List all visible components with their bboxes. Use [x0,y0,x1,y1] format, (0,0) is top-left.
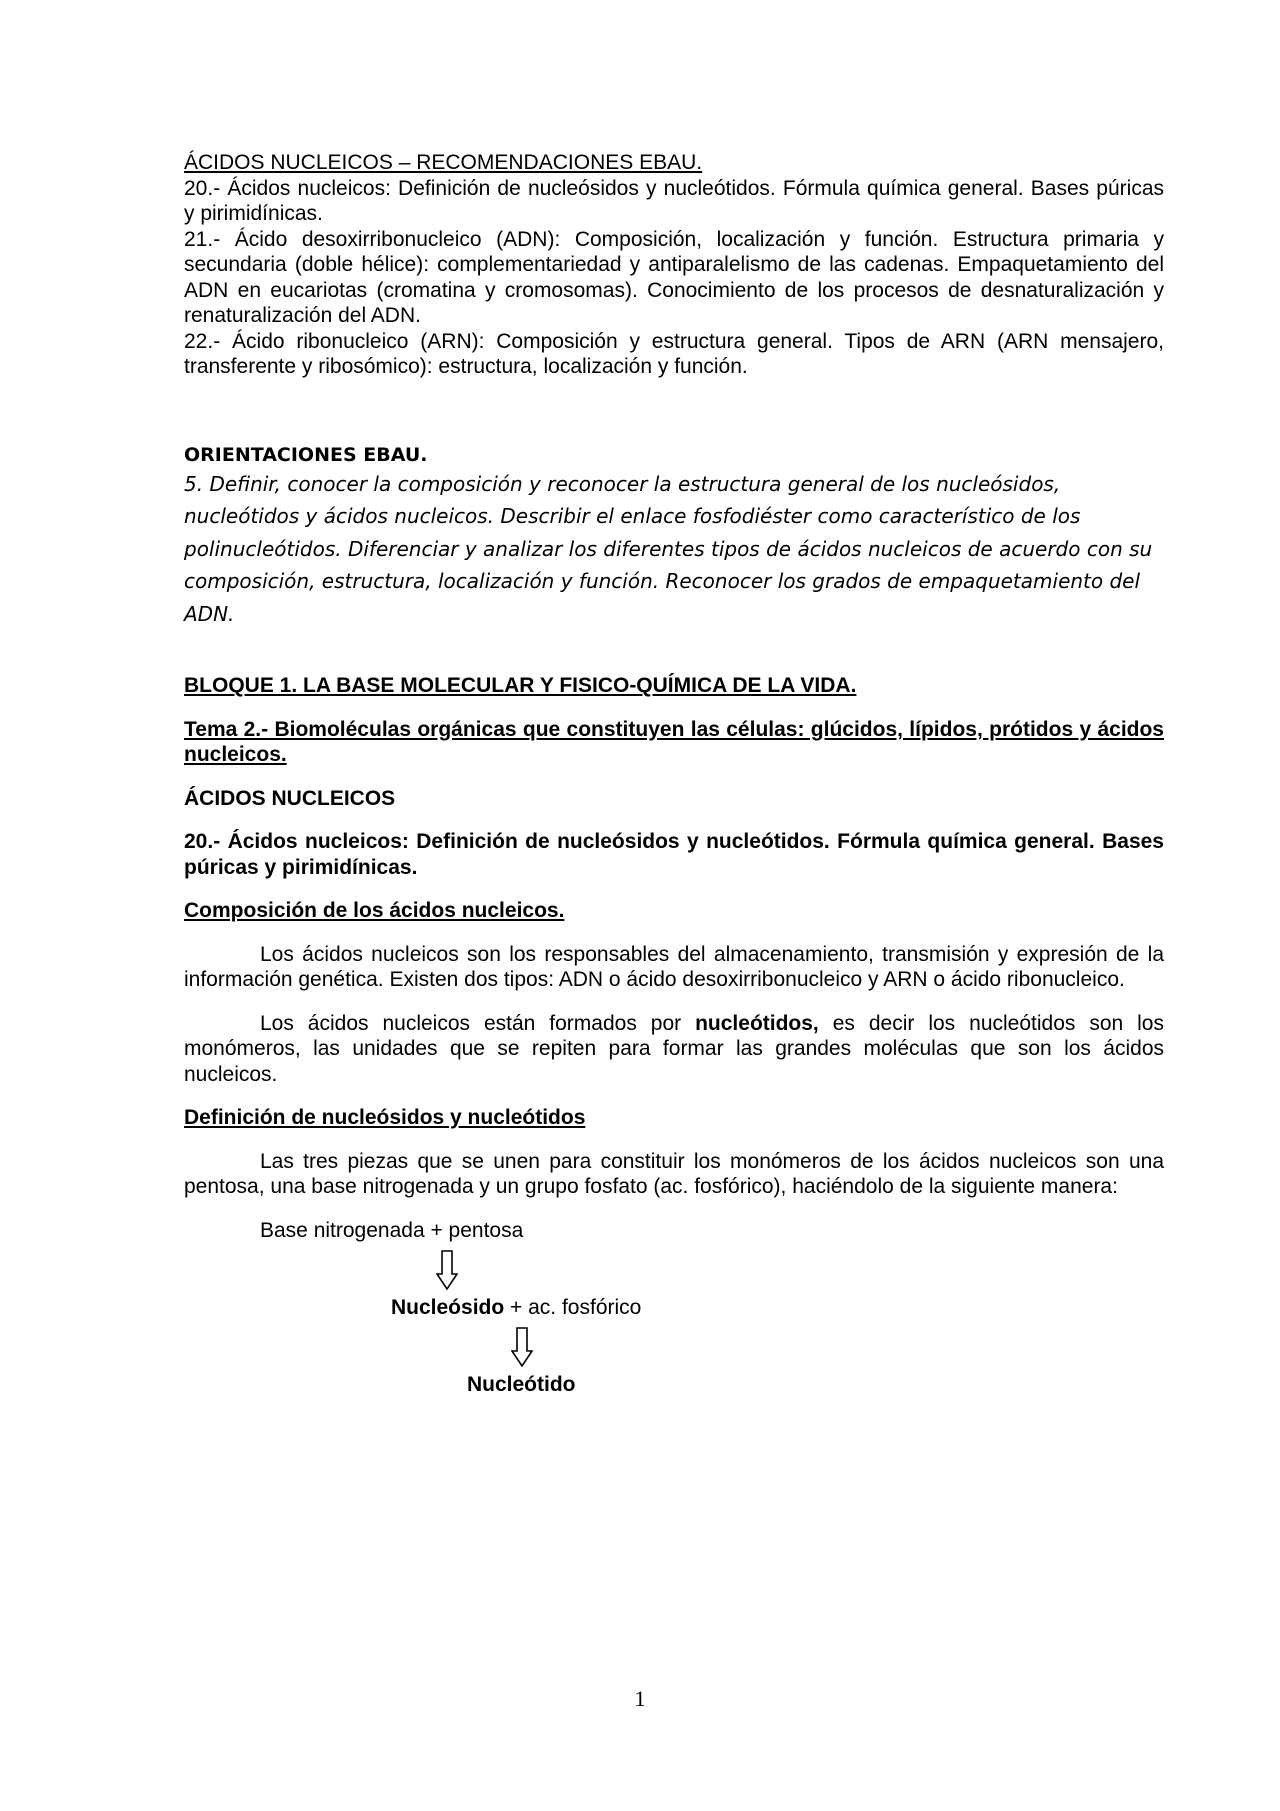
composition-paragraph-2 [184,1011,1164,1088]
recommendation-item-21: 21.- Ácido desoxirribonucleico (ADN): Composición, localización y función. Estructura primaria y secundaria (doble hélice): complementariedad y antiparalelismo de las cadenas. Empaquetamiento del ADN en eucariotas (cromatina y cromosomas). Conocimiento de los procesos de desnaturalización y renaturalización del ADN. [184,227,1164,327]
page-number: 1 [634,1686,646,1711]
scheme-nucleoside-plus-acid [391,1295,641,1320]
recommendation-item-20: 20.- Ácidos nucleicos: Definición de nucleósidos y nucleótidos. Fórmula química general. Bases púricas y pirimidínicas. [184,176,1164,225]
down-arrow-icon [511,1327,533,1367]
orientations-title: ORIENTACIONES EBAU. [184,443,428,466]
composition-title: Composición de los ácidos nucleicos. [184,899,565,922]
nucleotide-formation-scheme [184,1218,1164,1408]
orientations-text: 5. Definir, conocer la composición y reconocer la estructura general de los nucleósidos, nucleótidos y ácidos nucleicos. Describir el enlace fosfodiéster como característico de los polinucleótidos. Diferenciar y analizar los diferentes tipos de ácidos nucleicos de acuerdo con su composición, estructura, localización y función. Reconocer los grados de empaquetamiento del ADN. [184,471,1153,626]
recommendations-title: ÁCIDOS NUCLEICOS – RECOMENDACIONES EBAU. [184,151,703,174]
composition-paragraph-2-start: Los ácidos nucleicos están formados por [260,1011,696,1035]
definition-paragraph: Las tres piezas que se unen para constituir los monómeros de los ácidos nucleicos son una pentosa, una base nitrogenada y un grupo fosfato (ac. fosfórico), haciéndolo de la siguiente manera: [184,1149,1164,1198]
topic-title: Tema 2.- Biomoléculas orgánicas que constituyen las células: glúcidos, lípidos, prótidos y ácidos nucleicos. [184,717,1164,766]
document-page [184,150,1164,1408]
recommendation-item-22: 22.- Ácido ribonucleico (ARN): Composición y estructura general. Tipos de ARN (ARN mensajero, transferente y ribosómico): estructura, localización y función. [184,329,1164,378]
definition-title: Definición de nucleósidos y nucleótidos [184,1106,586,1129]
nucleotides-term: nucleótidos, [695,1011,819,1035]
composition-paragraph-2-end: es decir los nucleótidos son los monómeros, las unidades que se repiten para formar las grandes moléculas que son los ácidos nucleicos. [184,1011,1164,1086]
scheme-nucleoside: Nucleósido [391,1295,505,1319]
composition-paragraph-1: Los ácidos nucleicos son los responsables del almacenamiento, transmisión y expresión de la información genética. Existen dos tipos: ADN o ácido desoxirribonucleico y ARN o ácido ribonucleico. [184,942,1164,991]
block-title: BLOQUE 1. LA BASE MOLECULAR Y FISICO-QUÍMICA DE LA VIDA. [184,674,857,697]
scheme-base-plus-pentose: Base nitrogenada + pentosa [260,1218,524,1242]
section-title: ÁCIDOS NUCLEICOS [184,786,396,810]
down-arrow-icon [436,1250,458,1290]
scheme-plus-acid: + ac. fosfórico [504,1295,642,1319]
section-heading-20: 20.- Ácidos nucleicos: Definición de nucleósidos y nucleótidos. Fórmula química general. Bases púricas y pirimidínicas. [184,830,1164,879]
scheme-nucleotide: Nucleótido [467,1372,576,1396]
